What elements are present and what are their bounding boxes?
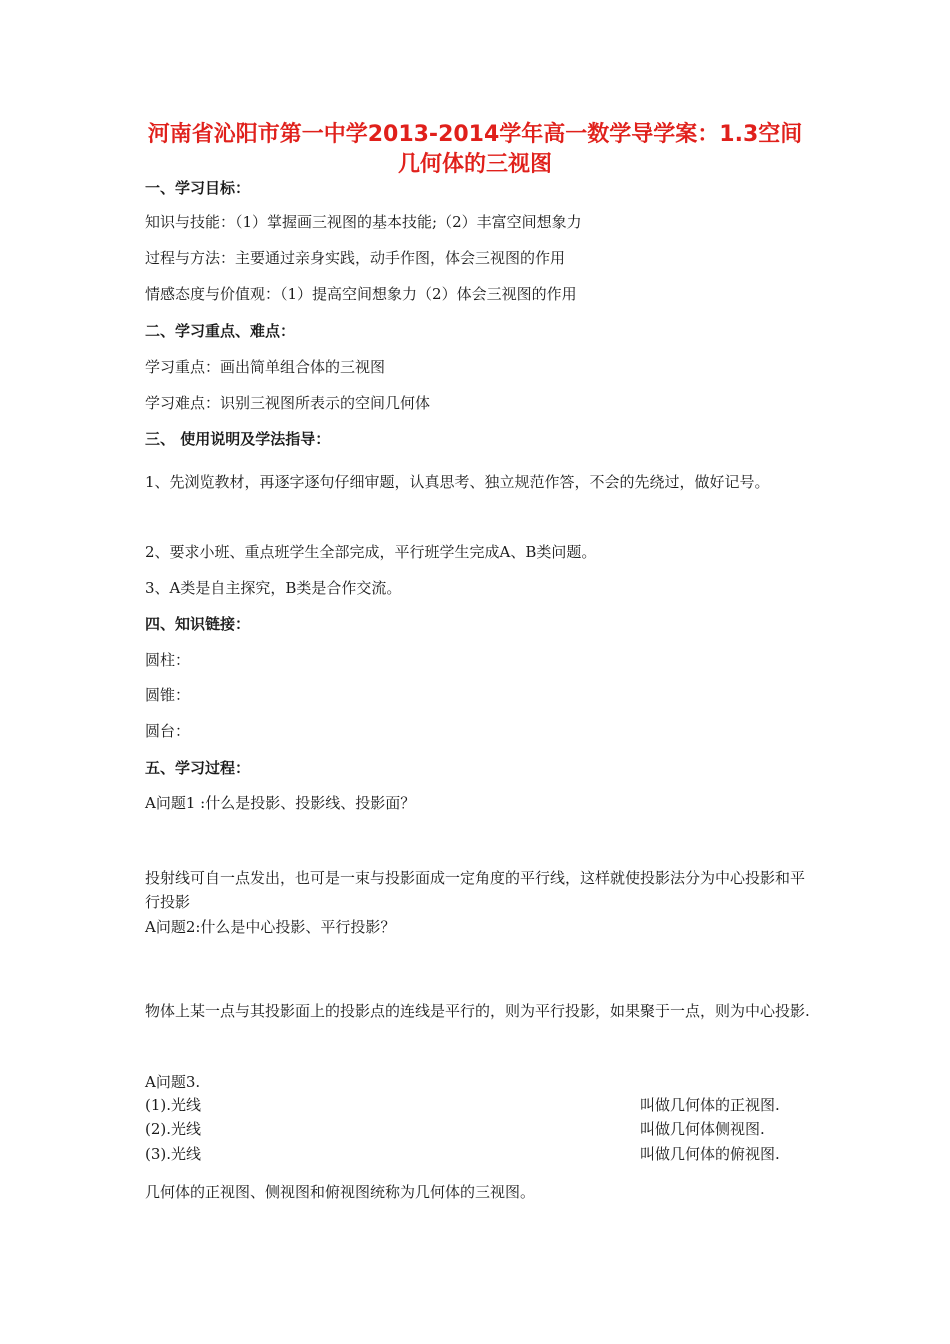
question-1: A问题1 :什么是投影、投影线、投影面？: [145, 794, 416, 812]
question-2: A问题2:什么是中心投影、平行投影？: [145, 918, 396, 936]
difficulty-text: 学习难点：识别三视图所表示的空间几何体: [145, 394, 431, 412]
instruction-item-1: 1、先浏览教材，再逐字逐句仔细审题，认真思考、独立规范作答，不会的先绕过，做好记号。: [145, 473, 770, 491]
key-point-text: 学习重点：画出简单组合体的三视图: [145, 358, 386, 376]
objective-process: 过程与方法：主要通过亲身实践，动手作图，体会三视图的作用: [145, 249, 566, 267]
objective-knowledge: 知识与技能：（1）掌握画三视图的基本技能;（2）丰富空间想象力: [145, 213, 582, 231]
question-3-item-1-left: (1).光线: [145, 1096, 202, 1114]
instruction-item-2: 2、要求小班、重点班学生全部完成，平行班学生完成A、B类问题。: [145, 543, 597, 561]
question-3: A问题3.: [145, 1073, 201, 1091]
section-heading-instructions: 三、 使用说明及学法指导：: [145, 430, 331, 448]
section-heading-key-points: 二、学习重点、难点：: [145, 322, 296, 340]
section-heading-objectives: 一、学习目标：: [145, 179, 251, 197]
cylinder-label: 圆柱：: [145, 651, 191, 669]
section-heading-learning-process: 五、学习过程：: [145, 759, 251, 777]
section-heading-knowledge-link: 四、知识链接：: [145, 615, 251, 633]
question-3-item-3-right: 叫做几何体的俯视图.: [640, 1145, 780, 1163]
summary-text: 几何体的正视图、侧视图和俯视图统称为几何体的三视图。: [145, 1183, 536, 1201]
answer-2: 物体上某一点与其投影面上的投影点的连线是平行的，则为平行投影，如果聚于一点，则为中心投影.: [145, 1002, 810, 1020]
question-3-item-1-right: 叫做几何体的正视图.: [640, 1096, 780, 1114]
document-title: 河南省沁阳市第一中学2013-2014学年高一数学导学案：1.3空间几何体的三视图: [147, 122, 803, 177]
frustum-label: 圆台：: [145, 722, 191, 740]
answer-1: 投射线可自一点发出，也可是一束与投影面成一定角度的平行线，这样就使投影法分为中心投影和平行投影: [145, 869, 806, 911]
question-3-item-2-left: (2).光线: [145, 1120, 202, 1138]
cone-label: 圆锥：: [145, 686, 191, 704]
objective-attitude: 情感态度与价值观：（1）提高空间想象力（2）体会三视图的作用: [145, 285, 577, 303]
question-3-item-2-right: 叫做几何体侧视图.: [640, 1120, 765, 1138]
instruction-item-3: 3、A类是自主探究，B类是合作交流。: [145, 579, 402, 597]
question-3-item-3-left: (3).光线: [145, 1145, 202, 1163]
